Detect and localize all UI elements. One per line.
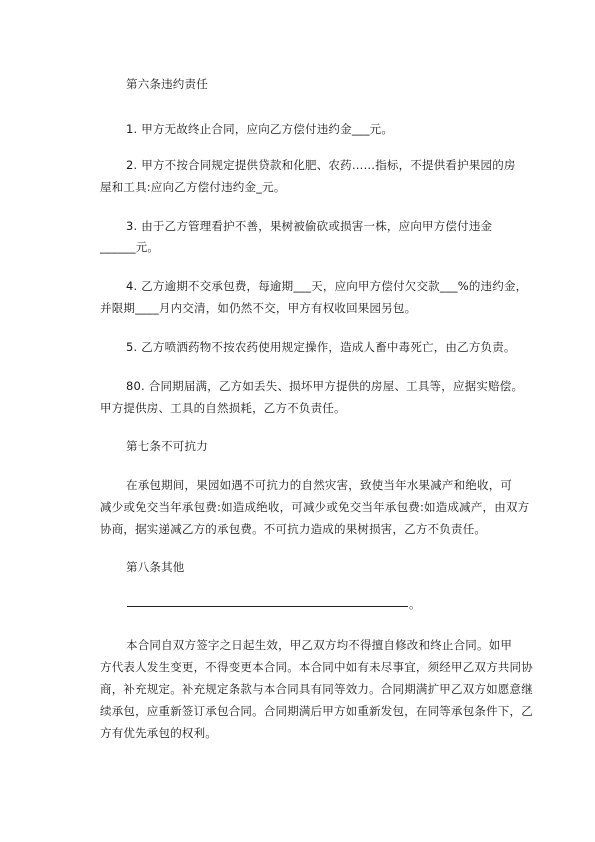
article8-paragraph-line4: 续承包，应重新签订承包合同。合同期满后甲方如重新发包，在同等承包条件下，乙 (100, 704, 533, 718)
article6-item4-line1: 4. 乙方逾期不交承包费，每逾期___天，应向甲方偿付欠交款___%的违约金， (126, 279, 528, 293)
article6-item80-line1: 80. 合同期届满，乙方如丢失、损坏甲方提供的房屋、工具等，应据实赔偿。 (126, 379, 524, 393)
article6-item4-line2: 并限期____月内交清，如仍然不交，甲方有权收回果园另包。 (100, 301, 417, 315)
article8-heading: 第八条其他 (126, 560, 185, 574)
article8-paragraph-line1: 本合同自双方签字之日起生效，甲乙双方均不得擅自修改和终止合同。如甲 (126, 638, 513, 652)
article7-paragraph-line1: 在承包期间，果园如遇不可抗力的自然灾害，致使当年水果减产和绝收，可 (126, 478, 513, 492)
article6-item5: 5. 乙方喷洒药物不按农药使用规定操作，造成人畜中毒死亡，由乙方负责。 (126, 340, 516, 354)
article6-item2-line1: 2. 甲方不按合同规定提供贷款和化肥、农药……指标，不提供看护果园的房 (126, 158, 516, 172)
article6-item1: 1. 甲方无故终止合同，应向乙方偿付违约金___元。 (126, 122, 394, 136)
article6-item80-line2: 甲方提供房、工具的自然损耗，乙方不负责任。 (100, 401, 346, 415)
article6-heading: 第六条违约责任 (126, 77, 208, 91)
article6-item3-line1: 3. 由于乙方管理看护不善，果树被偷砍或损害一株，应向甲方偿付违金 (126, 219, 493, 233)
article7-heading: 第七条不可抗力 (126, 439, 208, 453)
article8-paragraph-line5: 方有优先承包的权利。 (100, 726, 217, 740)
article6-item3-line2: ______元。 (100, 240, 160, 254)
article8-paragraph-line2: 方代表人发生变更，不得变更本合同。本合同中如有未尽事宜，须经甲乙双方共同协 (100, 660, 533, 674)
fill-in-blank-period: 。 (409, 597, 421, 611)
article6-item2-line2: 屋和工具:应向乙方偿付违约金_元。 (100, 180, 286, 194)
article7-paragraph-line2: 减少或免交当年承包费:如造成绝收，可减少或免交当年承包费:如造成减产，由双方 (100, 500, 530, 514)
article8-paragraph-line3: 商，补充规定。补充规定条款与本合同具有同等效力。合同期满扩甲乙双方如愿意继 (100, 682, 533, 696)
article7-paragraph-line3: 协商，据实递减乙方的承包费。不可抗力造成的果树损害，乙方不负责任。 (100, 522, 487, 536)
fill-in-blank-line (127, 606, 408, 607)
